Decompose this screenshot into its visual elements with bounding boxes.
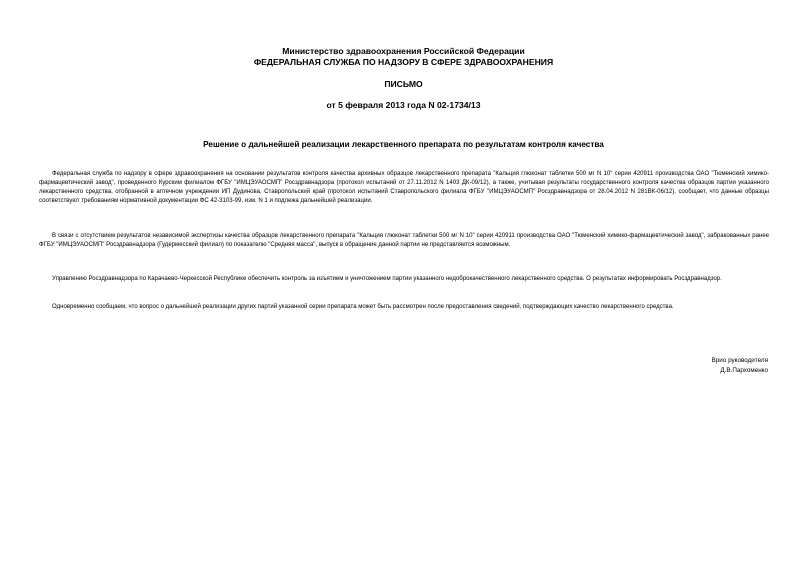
signatory-position: Врио руководителя [711,357,768,364]
service-name: ФЕДЕРАЛЬНАЯ СЛУЖБА ПО НАДЗОРУ В СФЕРЕ ЗДРАВООХРАНЕНИЯ [253,57,554,67]
body-paragraph-2: В связи с отсутствием результатов независимой экспертизы качества образцов лекарственного препарата "Кальция глюконат таблетки 500 мг N 10" серии 420911 производства ОАО "Тюменский химико-фармацевтический завод", забракованных ранее ФГБУ "ИМЦЭУАОСМП" Росздравнадзора (Гудермесский филиал) по показателю "Средняя масса", выпуск в обращение данной партии не представляется возможным. [39,233,769,248]
body-paragraph-3: Управлению Росздравнадзора по Карачаево-Черкесской Республике обеспечить контроль за изъятием и уничтожением партии указанного недоброкачественного лекарственного средства. О результатах информировать Росздравнадзор. [52,276,722,282]
signature-block [712,356,768,375]
ministry-name: Министерство здравоохранения Российской Федерации [282,46,525,56]
signatory-name: Д.В.Пархоменко [720,366,768,374]
body-paragraph-1: Федеральная служба по надзору в сфере здравоохранения на основании результатов контроля качества архивных образцов лекарственного препарата "Кальция глюконат таблетки 500 мг N 10" серии 420911 производства ОАО "Тюменский химико-фармацевтический завод", проведенного Курским филиалом ФГБУ "ИМЦЭУАОСМП" Росздравнадзора (протокол испытаний от 27.11.2012 N 1403 ДК-09/12), а также, учитывая результаты государственного контроля качества образцов партии указанного лекарственного средства, отобранной в аптечном учреждении ИП Дудинова, Ставропольский край (протокол испытаний Ставропольского филиала ФГБУ "ИМЦЭУАОСМП" Росздравнадзора от 28.04.2012 N 281ВК-06/12), сообщает, что данные образцы соответствуют требованиям нормативной документации ФС 42-3103-99, изм. N 1 и подлежа дальнейшей реализации. [39,171,769,204]
document-title: Решение о дальнейшей реализации лекарственного препарата по результатам контроля качества [203,140,604,149]
document-date-number: от 5 февраля 2013 года N 02-1734/13 [326,100,481,110]
body-paragraph-4: Одновременно сообщаем, что вопрос о дальнейшей реализации других партий указанной серии препарата может быть рассмотрен после предоставления сведений, подтверждающих качество лекарственного средства. [52,304,674,310]
document-header [0,46,807,68]
document-type: ПИСЬМО [384,79,423,89]
